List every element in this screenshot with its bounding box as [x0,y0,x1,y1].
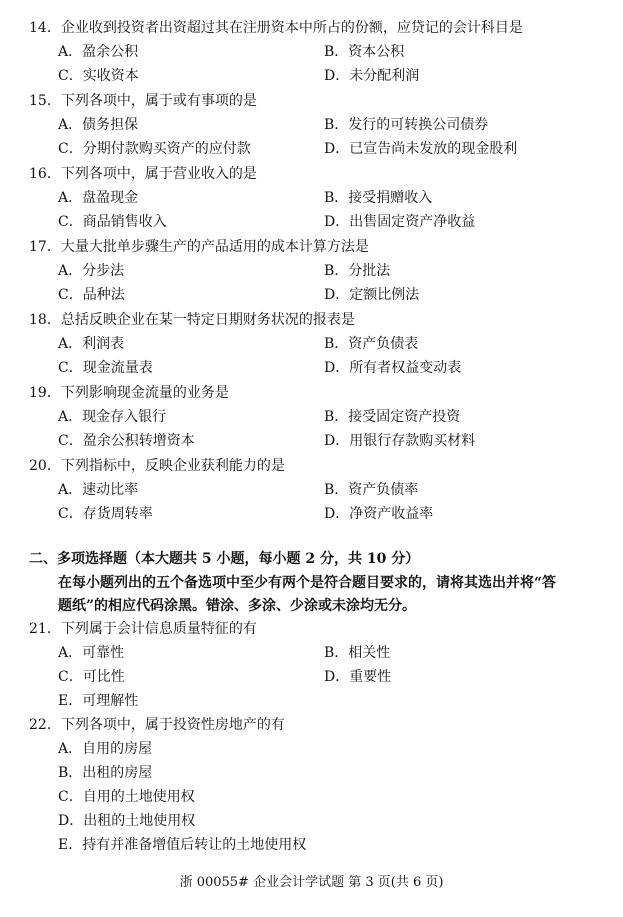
option-d: D．未分配利润 [324,68,420,84]
option-a: A．利润表 [58,336,125,352]
question-number: 16． [29,166,61,182]
section-title: 二、多项选择题（本大题共 5 小题，每小题 2 分，共 10 分） [29,551,420,567]
option-d: D．已宣告尚未发放的现金股利 [324,141,518,157]
option-a: A．自用的房屋 [58,741,153,757]
option-c: C．商品销售收入 [58,214,167,230]
option-d: D．出租的土地使用权 [58,813,196,829]
question-number: 18． [29,312,61,328]
option-d: D．定额比例法 [324,287,420,303]
option-b: B．接受固定资产投资 [324,409,461,425]
question-15-stem [29,92,257,110]
option-a: A．可靠性 [58,645,125,661]
section-instruction-line-2: 题纸”的相应代码涂黑。错涂、多涂、少涂或未涂均无分。 [58,598,417,614]
option-c: C．品种法 [58,287,125,303]
option-d: D．出售固定资产净收益 [324,214,476,230]
question-22-stem [29,716,285,734]
option-b: B．接受捐赠收入 [324,190,433,206]
option-b: B．资产负债率 [324,482,419,498]
option-e: E．可理解性 [58,693,139,709]
page-footer: 浙 00055# 企业会计学试题 第 3 页(共 6 页) [179,875,444,890]
question-18-stem [29,311,355,329]
option-c: C．盈余公积转增资本 [58,433,195,449]
option-b: B．资产负债表 [324,336,419,352]
option-d: D．净资产收益率 [324,506,434,522]
section-instruction-line-1: 在每小题列出的五个备选项中至少有两个是符合题目要求的，请将其选出并将“答 [58,575,557,591]
option-c: C．可比性 [58,669,125,685]
option-c: C．现金流量表 [58,360,153,376]
option-d: D．重要性 [324,669,392,685]
option-d: D．所有者权益变动表 [324,360,462,376]
option-c: C．存货周转率 [58,506,153,522]
option-e: E．持有并准备增值后转让的土地使用权 [58,837,307,853]
option-b: B．分批法 [324,263,391,279]
question-text: 下列属于会计信息质量特征的有 [60,621,257,637]
option-d: D．用银行存款购买材料 [324,433,476,449]
option-b: B．发行的可转换公司债券 [324,117,489,133]
question-text: 下列影响现金流量的业务是 [60,385,229,401]
option-c: C．实收资本 [58,68,139,84]
option-a: A．盈余公积 [58,44,139,60]
question-text: 大量大批单步骤生产的产品适用的成本计算方法是 [60,239,369,255]
question-17-stem [29,238,369,256]
question-text: 总括反映企业在某一特定日期财务状况的报表是 [60,312,355,328]
option-a: A．债务担保 [58,117,139,133]
question-number: 21． [29,621,61,637]
question-number: 17． [29,239,61,255]
option-a: A．现金存入银行 [58,409,167,425]
question-number: 22． [29,717,61,733]
question-20-stem [29,457,285,475]
option-a: A．速动比率 [58,482,139,498]
question-19-stem [29,384,229,402]
question-text: 下列各项中，属于营业收入的是 [60,166,257,182]
option-a: A．分步法 [58,263,125,279]
question-number: 19． [29,385,61,401]
question-text: 下列各项中，属于或有事项的是 [60,93,257,109]
option-a: A．盘盈现金 [58,190,139,206]
option-c: C．分期付款购买资产的应付款 [58,141,251,157]
option-b: B．出租的房屋 [58,765,153,781]
question-21-stem [29,620,257,638]
question-number: 14． [29,20,61,36]
option-c: C．自用的土地使用权 [58,789,195,805]
question-16-stem [29,165,257,183]
question-text: 下列各项中，属于投资性房地产的有 [60,717,285,733]
question-number: 20． [29,458,61,474]
question-text: 企业收到投资者出资超过其在注册资本中所占的份额，应贷记的会计科目是 [60,20,523,36]
question-text: 下列指标中，反映企业获利能力的是 [60,458,285,474]
option-b: B．资本公积 [324,44,405,60]
option-b: B．相关性 [324,645,391,661]
question-number: 15． [29,93,61,109]
question-14-stem [29,19,523,37]
